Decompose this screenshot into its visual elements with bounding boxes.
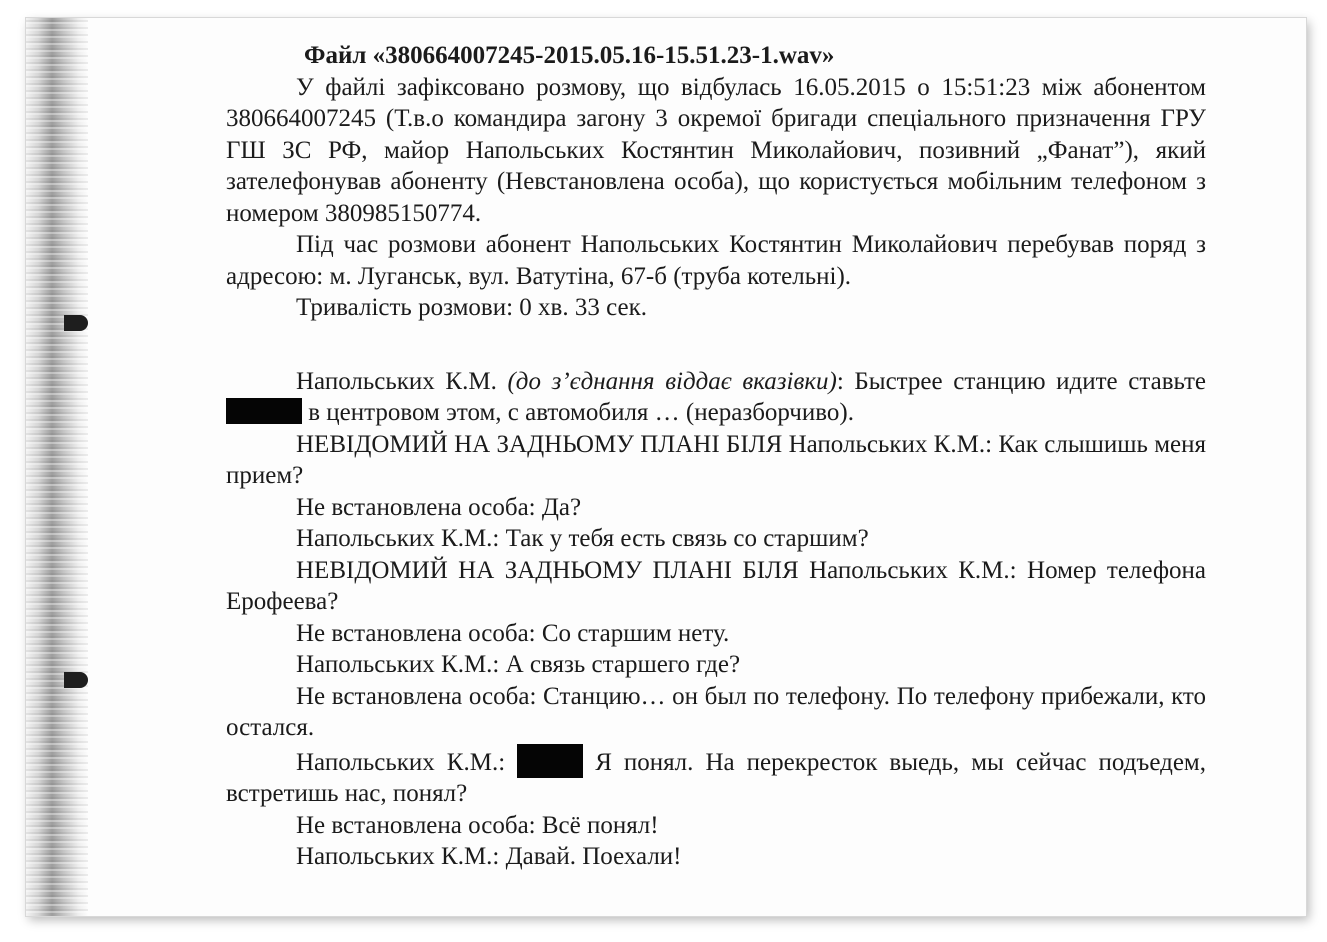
duration-line: Тривалість розмови: 0 хв. 33 сек. — [296, 294, 648, 321]
dialogue-line: Напольських К.М.: А связь старшего где? — [296, 651, 741, 678]
dialogue-line: Не встановлена особа: Со старшим нету. — [296, 619, 730, 647]
dialogue-line: Напольських К.М.: Так у тебя есть связь со старшим? — [296, 525, 869, 552]
location-paragraph: Під час розмови абонент Напольських Костянтин Миколайович перебував поряд з адресою: м. Луганськ, вул. Ватутіна, 67-б (труба котельні). — [226, 231, 1206, 290]
punch-hole — [64, 672, 88, 688]
file-title: Файл «380664007245-2015.05.16-15.51.23-1.wav» — [304, 42, 835, 69]
document-body — [226, 40, 1206, 873]
dialogue-line: Не встановлена особа: Станцию… он был по телефону. По телефону прибежали, кто остался. — [226, 682, 1206, 741]
dialogue-line: Напольських К.М.: Давай. Поехали! — [296, 843, 682, 870]
dialogue-line: Не встановлена особа: Всё понял! — [296, 811, 659, 839]
intro-paragraph: У файлі зафіксовано розмову, що відбулась 16.05.2015 о 15:51:23 між абонентом 380664007245 (Т.в.о командира загону 3 окремої бригади спеціального призначення ГРУ ГШ ЗС РФ, майор Напольських Костянтин Миколайович, позивний „Фанат”), який зателефонував абоненту (Невстановлена особа), що користується мобільним телефоном з номером 380985150774. — [226, 73, 1206, 227]
punch-hole — [64, 315, 88, 331]
dialogue-line: НЕВІДОМИЙ НА ЗАДНЬОМУ ПЛАНІ БІЛЯ Напольських К.М.: Как слышишь меня прием? — [226, 430, 1206, 489]
redaction-box — [517, 744, 583, 778]
dialogue-line: Не встановлена особа: Да? — [296, 493, 582, 521]
dialogue-line: Напольських К.М.: Я понял. На перекресток выедь, мы сейчас подъедем, встретишь нас, понял? — [226, 744, 1206, 810]
dialogue-line: НЕВІДОМИЙ НА ЗАДНЬОМУ ПЛАНІ БІЛЯ Напольських К.М.: Номер телефона Ерофеева? — [226, 556, 1206, 615]
binding-shadow — [26, 18, 88, 916]
dialogue-line: Напольських К.М. (до з’єднання віддає вказівки): Быстрее станцию идите ставьте в центровом этом, с автомобиля … (неразборчиво). — [226, 366, 1206, 429]
scanned-page — [26, 18, 1306, 916]
redaction-box — [226, 398, 302, 424]
